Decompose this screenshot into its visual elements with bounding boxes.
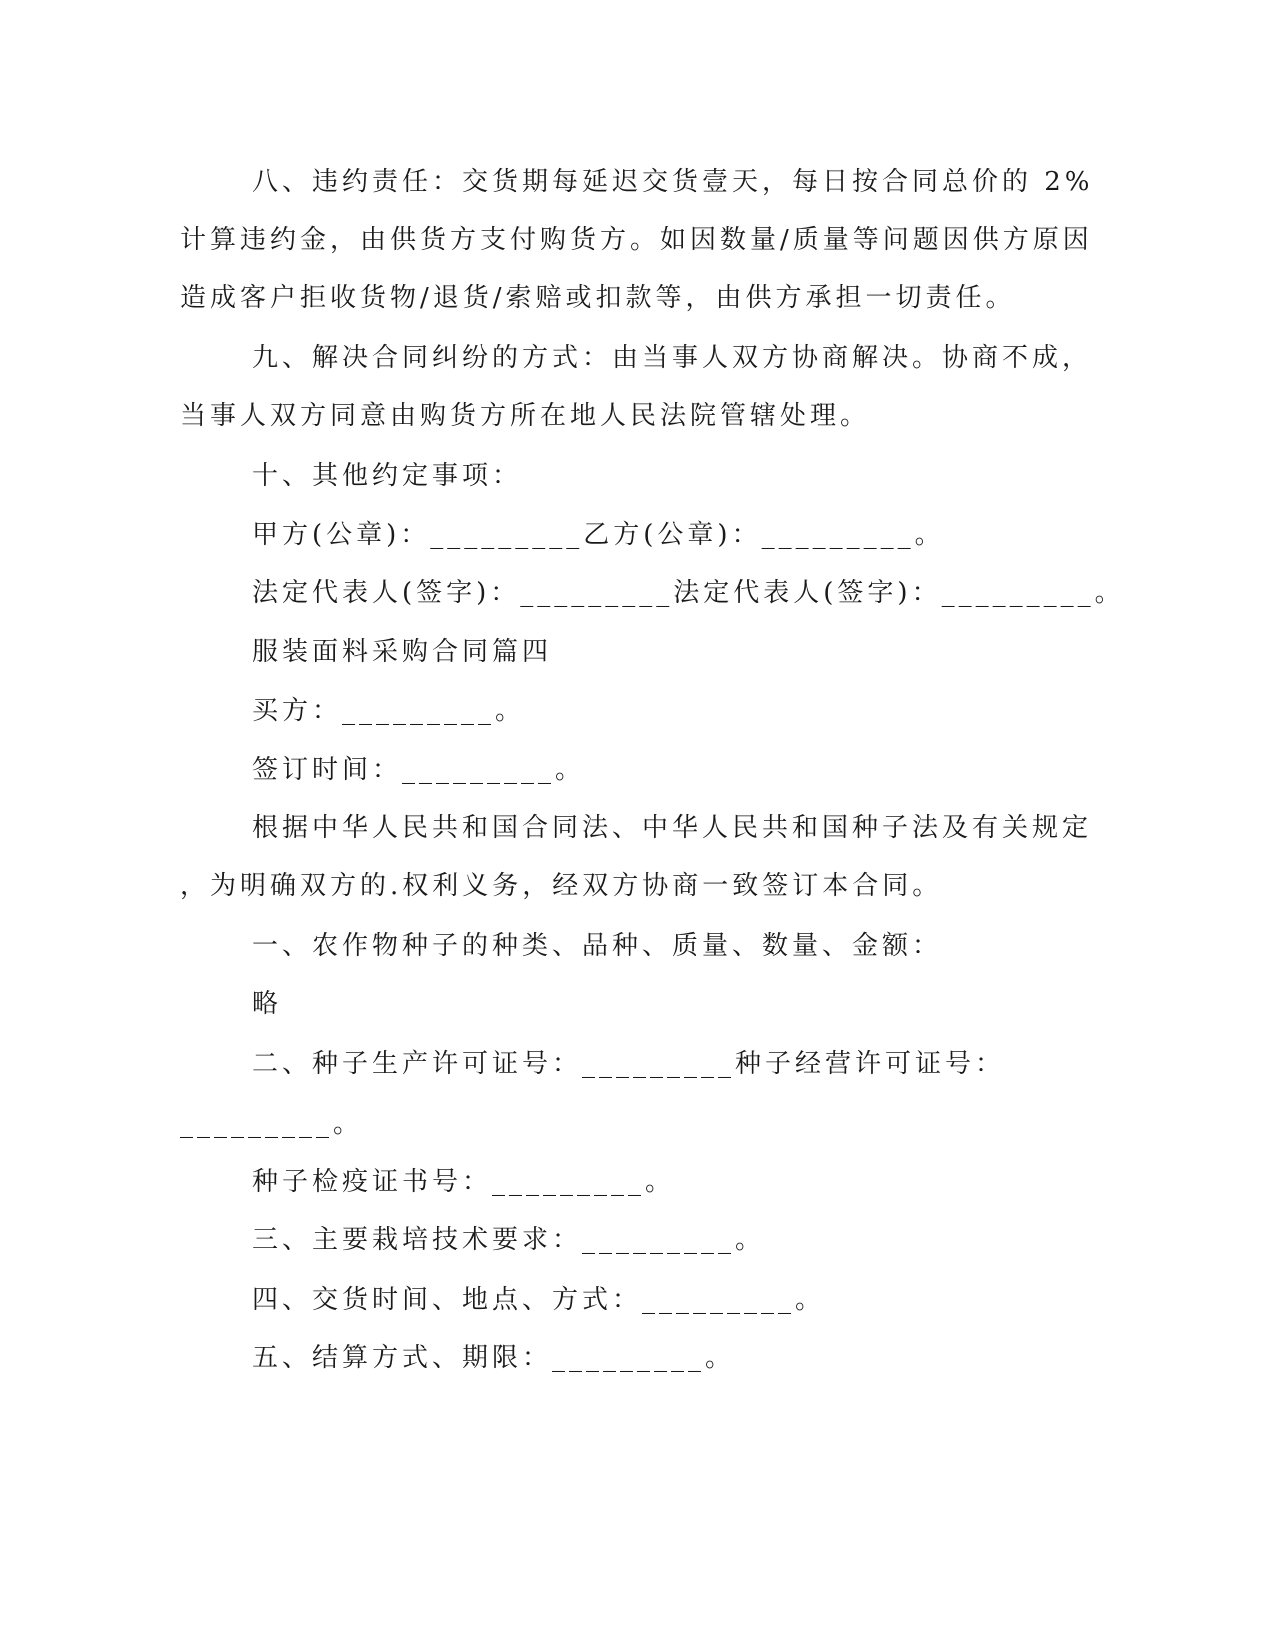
section-heading: 服装面料采购合同篇四 [252, 637, 553, 667]
clause-seed-types: 一、农作物种子的种类、品种、质量、数量、金额： [252, 931, 943, 961]
paragraph-dispute-resolution: 九、解决合同纠纷的方式：由当事人双方协商解决。协商不成， [252, 343, 1093, 373]
clause-settlement: 五、结算方式、期限：_________。 [252, 1343, 736, 1373]
paragraph-other-matters: 十、其他约定事项： [252, 461, 523, 491]
paragraph-legal-basis-cont: ，为明确双方的.权利义务，经双方协商一致签订本合同。 [180, 871, 943, 901]
buyer-line: 买方：_________。 [252, 696, 526, 726]
signature-seal-line: 甲方(公章)：_________乙方(公章)：_________。 [252, 520, 945, 550]
clause-seed-types-content: 略 [252, 989, 283, 1019]
paragraph-breach-liability-cont-2: 造成客户拒收货物/退货/索赔或扣款等，由供方承担一切责任。 [180, 283, 1016, 313]
paragraph-breach-liability: 八、违约责任：交货期每延迟交货壹天，每日按合同总价的 2% [252, 167, 1094, 197]
clause-cultivation: 三、主要栽培技术要求：_________。 [252, 1225, 766, 1255]
paragraph-dispute-resolution-cont: 当事人双方同意由购货方所在地人民法院管辖处理。 [180, 401, 871, 431]
signature-representative-line: 法定代表人(签字)：_________法定代表人(签字)：_________。 [252, 578, 1125, 608]
paragraph-breach-liability-cont-1: 计算违约金，由供货方支付购货方。如因数量/质量等问题因供方原因 [180, 225, 1093, 255]
clause-license-numbers-cont: _________。 [180, 1109, 364, 1139]
paragraph-legal-basis: 根据中华人民共和国合同法、中华人民共和国种子法及有关规定 [252, 813, 1093, 843]
clause-license-numbers: 二、种子生产许可证号：_________种子经营许可证号： [252, 1049, 1006, 1079]
clause-delivery: 四、交货时间、地点、方式：_________。 [252, 1285, 826, 1315]
clause-quarantine-cert: 种子检疫证书号：_________。 [252, 1167, 676, 1197]
signing-date-line: 签订时间：_________。 [252, 755, 586, 785]
